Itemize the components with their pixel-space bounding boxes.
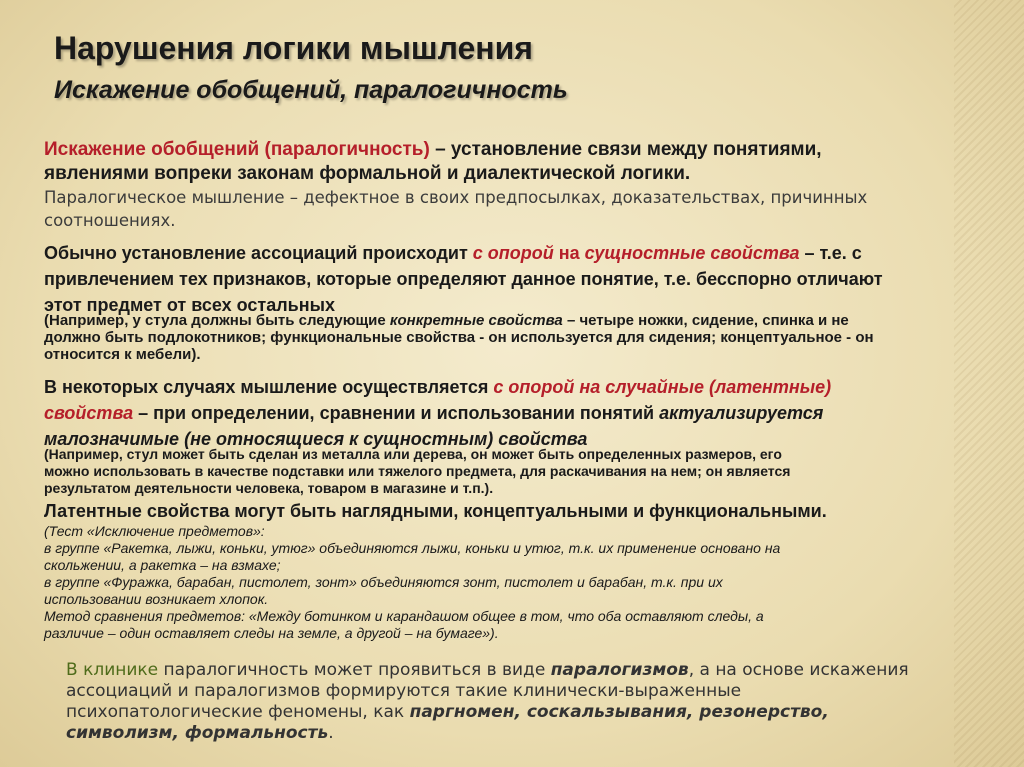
text: В некоторых случаях мышление осуществляется: [44, 377, 494, 397]
slide-title: Нарушения логики мышления: [54, 30, 533, 66]
definition-paragraph: [44, 138, 994, 186]
text: Обычно установление ассоциаций происходит: [44, 243, 473, 263]
text: паралогичность может проявиться в виде: [158, 660, 551, 680]
highlight: на: [553, 243, 585, 263]
text: – при определении, сравнении и использовании понятий: [133, 403, 660, 423]
paralogical-thinking-paragraph: [44, 186, 994, 232]
latent-properties-paragraph: [44, 374, 994, 452]
paragraph-line: (Тест «Исключение предметов»:: [44, 523, 265, 539]
text: (Например, у стула должны быть следующие: [44, 312, 390, 329]
paragraph-line: соотношениях.: [44, 211, 176, 230]
highlight: с опорой: [472, 243, 554, 263]
latent-types-statement: Латентные свойства могут быть наглядными, концептуальными и функциональными.: [44, 501, 827, 521]
paragraph-line: должно быть подлокотников; функциональные свойства - он используется для сидения; концептуальное - он: [44, 329, 874, 346]
paragraph-line: скольжении, а ракетка – на взмахе;: [44, 557, 281, 573]
text: .: [328, 723, 334, 743]
paragraph-line: различие – один оставляет следы на земле, а другой – на бумаге»).: [44, 625, 499, 641]
chair-latent-example-paragraph: [44, 446, 994, 497]
paragraph-line: (Например, стул может быть сделан из металла или дерева, он может быть определенных размеров, его: [44, 446, 782, 462]
clinic-paragraph: [66, 660, 966, 744]
paragraph-line: в группе «Ракетка, лыжи, коньки, утюг» объединяются лыжи, коньки и утюг, т.к. их применение основано на: [44, 540, 781, 556]
highlight: свойства: [44, 403, 134, 423]
paragraph-line: Паралогическое мышление – дефектное в своих предпосылках, доказательствах, причинных: [44, 188, 868, 207]
paragraph-line: привлечением тех признаков, которые определяют данное понятие, т.е. бесспорно отличают: [44, 269, 883, 289]
paragraph-line: использовании возникает хлопок.: [44, 591, 269, 607]
paragraph-line: ассоциаций и паралогизмов формируются такие клинически-выраженные: [66, 681, 742, 701]
emphasis: конкретные свойства: [389, 312, 563, 329]
emphasis: паралогизмов: [550, 660, 689, 680]
chair-example-paragraph: [44, 312, 994, 363]
highlight: сущностные свойства: [584, 243, 800, 263]
emphasis: актуализируется: [659, 403, 824, 423]
emphasis: символизм, формальность: [66, 723, 329, 743]
test-examples-paragraph: [44, 523, 994, 642]
paragraph-line: этот предмет от всех остальных: [44, 295, 335, 315]
paragraph-line: относится к мебели).: [44, 346, 201, 363]
paragraph-line: Метод сравнения предметов: «Между ботинком и карандашом общее в том, что оба оставляют следы, а: [44, 608, 764, 624]
paragraph-line: в группе «Фуражка, барабан, пистолет, зонт» объединяются зонт, пистолет и барабан, т.к. при их: [44, 574, 723, 590]
definition-text: – установление связи между понятиями,: [429, 139, 822, 160]
highlight: В клинике: [66, 660, 159, 680]
text: – т.е. с: [799, 243, 862, 263]
essential-properties-paragraph: [44, 240, 994, 318]
text: , а на основе искажения: [688, 660, 909, 680]
paragraph-line: можно использовать в качестве подставки или тяжелого предмета, для раскачивания на нем; он является: [44, 463, 791, 479]
text: – четыре ножки, сидение, спинка и не: [562, 312, 849, 329]
paragraph-line: результатом деятельности человека, товаром в магазине и т.п.).: [44, 480, 494, 496]
highlight: с опорой на случайные (латентные): [493, 377, 832, 397]
text: психопатологические феномены, как: [66, 702, 410, 722]
slide-subtitle: Искажение обобщений, паралогичность: [54, 76, 568, 104]
paragraph-line: малозначимые (не относящиеся к сущностным) свойства: [44, 429, 588, 449]
definition-text-line2: явлениями вопреки законам формальной и диалектической логики.: [44, 163, 691, 184]
definition-term: Искажение обобщений (паралогичность): [44, 139, 430, 160]
emphasis: паргномен, соскальзывания, резонерство,: [409, 702, 829, 722]
